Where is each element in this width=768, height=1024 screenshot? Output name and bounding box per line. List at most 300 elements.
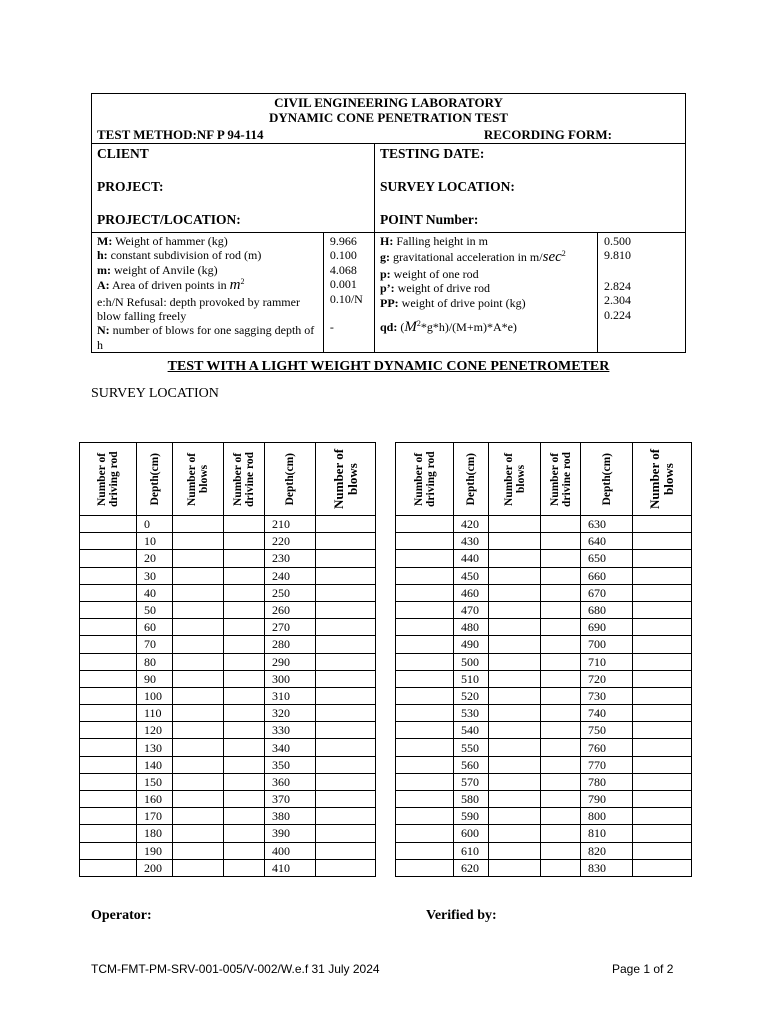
blows-cell[interactable] bbox=[173, 550, 224, 567]
blows-cell[interactable] bbox=[173, 722, 224, 739]
rod-cell[interactable] bbox=[396, 687, 454, 704]
depth-cell-2: 790 bbox=[581, 791, 633, 808]
depth-cell: 560 bbox=[454, 756, 489, 773]
rod-cell[interactable] bbox=[396, 705, 454, 722]
col-header-blows-2: Number of blows bbox=[633, 443, 692, 516]
rod-cell-2[interactable] bbox=[541, 619, 581, 636]
operator-label: Operator: bbox=[91, 908, 152, 923]
rod-cell[interactable] bbox=[80, 584, 137, 601]
rod-cell[interactable] bbox=[80, 533, 137, 550]
blows-cell-2[interactable] bbox=[316, 722, 376, 739]
blows-cell[interactable] bbox=[489, 842, 541, 859]
rod-cell[interactable] bbox=[80, 567, 137, 584]
table-row bbox=[80, 756, 376, 773]
rod-cell-2[interactable] bbox=[541, 653, 581, 670]
blows-cell[interactable] bbox=[489, 808, 541, 825]
rod-cell-2[interactable] bbox=[541, 567, 581, 584]
blows-cell[interactable] bbox=[173, 705, 224, 722]
rod-cell[interactable] bbox=[80, 601, 137, 618]
depth-cell: 180 bbox=[137, 825, 173, 842]
depth-cell-2: 370 bbox=[265, 791, 316, 808]
depth-cell-2: 720 bbox=[581, 670, 633, 687]
blows-cell[interactable] bbox=[173, 567, 224, 584]
blows-cell-2[interactable] bbox=[633, 533, 692, 550]
blows-cell[interactable] bbox=[173, 670, 224, 687]
blows-cell[interactable] bbox=[489, 705, 541, 722]
rod-cell-2[interactable] bbox=[224, 687, 265, 704]
blows-cell-2[interactable] bbox=[316, 687, 376, 704]
rod-cell-2[interactable] bbox=[224, 791, 265, 808]
blows-cell-2[interactable] bbox=[633, 636, 692, 653]
rod-cell[interactable] bbox=[80, 619, 137, 636]
table-row bbox=[80, 653, 376, 670]
depth-cell-2: 810 bbox=[581, 825, 633, 842]
depth-cell: 100 bbox=[137, 687, 173, 704]
param-g: g: gravitational acceleration in $m/\sec^2$ bbox=[380, 249, 566, 266]
table-row bbox=[80, 584, 376, 601]
test-title: DYNAMIC CONE PENETRATION TEST bbox=[269, 110, 508, 125]
blows-cell-2[interactable] bbox=[316, 670, 376, 687]
rod-cell-2[interactable] bbox=[541, 636, 581, 653]
depth-cell: 420 bbox=[454, 516, 489, 533]
table-row bbox=[396, 533, 692, 550]
blows-cell[interactable] bbox=[489, 550, 541, 567]
table-row bbox=[80, 825, 376, 842]
col-header-blows: Number of blows bbox=[489, 443, 541, 516]
rod-cell[interactable] bbox=[80, 739, 137, 756]
blows-cell[interactable] bbox=[173, 516, 224, 533]
depth-cell: 190 bbox=[137, 842, 173, 859]
table-row bbox=[396, 687, 692, 704]
document-code: TCM-FMT-PM-SRV-001-005/V-002/W.e.f 31 July 2024 bbox=[91, 962, 380, 976]
rod-cell-2[interactable] bbox=[541, 773, 581, 790]
blows-cell[interactable] bbox=[489, 825, 541, 842]
blows-cell[interactable] bbox=[489, 636, 541, 653]
blows-cell-2[interactable] bbox=[316, 705, 376, 722]
blows-cell-2[interactable] bbox=[633, 601, 692, 618]
blows-cell[interactable] bbox=[489, 722, 541, 739]
rod-cell-2[interactable] bbox=[541, 550, 581, 567]
test-method: TEST METHOD:NF P 94-114 bbox=[97, 127, 264, 142]
rod-cell[interactable] bbox=[396, 739, 454, 756]
col-header-rod-2: Number of drivine rod bbox=[541, 443, 581, 516]
test-heading: TEST WITH A LIGHT WEIGHT DYNAMIC CONE PENETROMETER bbox=[167, 359, 610, 374]
depth-cell-2: 220 bbox=[265, 533, 316, 550]
rod-cell[interactable] bbox=[396, 791, 454, 808]
client-label: CLIENT bbox=[97, 146, 149, 161]
rod-cell-2[interactable] bbox=[224, 756, 265, 773]
param-e: e:h/N Refusal: depth provoked by rammer blow falling freely bbox=[97, 294, 300, 324]
depth-cell: 440 bbox=[454, 550, 489, 567]
rod-cell[interactable] bbox=[396, 670, 454, 687]
blows-cell[interactable] bbox=[173, 859, 224, 876]
depth-cell: 480 bbox=[454, 619, 489, 636]
table-row bbox=[80, 550, 376, 567]
col-header-depth-2: Depth(cm) bbox=[581, 443, 633, 516]
rod-cell[interactable] bbox=[396, 550, 454, 567]
depth-cell-2: 250 bbox=[265, 584, 316, 601]
param-p-prime-value: 2.304 bbox=[604, 293, 631, 308]
depth-cell-2: 240 bbox=[265, 567, 316, 584]
blows-cell-2[interactable] bbox=[633, 791, 692, 808]
rod-cell[interactable] bbox=[396, 859, 454, 876]
blows-cell-2[interactable] bbox=[316, 567, 376, 584]
depth-cell: 50 bbox=[137, 601, 173, 618]
blows-cell[interactable] bbox=[489, 687, 541, 704]
rod-cell-2[interactable] bbox=[541, 722, 581, 739]
depth-cell-2: 230 bbox=[265, 550, 316, 567]
blows-cell-2[interactable] bbox=[633, 859, 692, 876]
blows-cell-2[interactable] bbox=[316, 791, 376, 808]
depth-cell-2: 390 bbox=[265, 825, 316, 842]
table-row bbox=[80, 722, 376, 739]
blows-cell-2[interactable] bbox=[316, 584, 376, 601]
blows-cell[interactable] bbox=[173, 739, 224, 756]
blows-cell-2[interactable] bbox=[633, 773, 692, 790]
blows-cell-2[interactable] bbox=[633, 825, 692, 842]
rod-cell[interactable] bbox=[396, 842, 454, 859]
depth-cell: 460 bbox=[454, 584, 489, 601]
table-row bbox=[396, 619, 692, 636]
blows-cell[interactable] bbox=[173, 687, 224, 704]
rod-cell[interactable] bbox=[80, 670, 137, 687]
blows-cell[interactable] bbox=[489, 739, 541, 756]
table-row bbox=[80, 619, 376, 636]
rod-cell-2[interactable] bbox=[541, 533, 581, 550]
depth-cell-2: 830 bbox=[581, 859, 633, 876]
blows-cell-2[interactable] bbox=[316, 859, 376, 876]
blows-cell-2[interactable] bbox=[633, 756, 692, 773]
method-row bbox=[92, 125, 685, 142]
survey-location-field-label: SURVEY LOCATION: bbox=[380, 179, 515, 194]
rod-cell-2[interactable] bbox=[541, 670, 581, 687]
rod-cell[interactable] bbox=[80, 687, 137, 704]
depth-cell: 550 bbox=[454, 739, 489, 756]
blows-cell-2[interactable] bbox=[316, 550, 376, 567]
rod-cell-2[interactable] bbox=[224, 636, 265, 653]
param-e-value: 0.10/N bbox=[329, 291, 363, 306]
rod-cell[interactable] bbox=[80, 705, 137, 722]
blows-cell[interactable] bbox=[489, 584, 541, 601]
table-row bbox=[396, 756, 692, 773]
depth-cell: 540 bbox=[454, 722, 489, 739]
blows-cell[interactable] bbox=[489, 756, 541, 773]
depth-cell-2: 750 bbox=[581, 722, 633, 739]
blows-cell-2[interactable] bbox=[316, 808, 376, 825]
rod-cell-2[interactable] bbox=[224, 705, 265, 722]
depth-cell-2: 290 bbox=[265, 653, 316, 670]
depth-cell-2: 280 bbox=[265, 636, 316, 653]
blows-cell-2[interactable] bbox=[633, 584, 692, 601]
rod-cell-2[interactable] bbox=[224, 567, 265, 584]
rod-cell-2[interactable] bbox=[224, 584, 265, 601]
rod-cell-2[interactable] bbox=[541, 584, 581, 601]
rod-cell[interactable] bbox=[80, 773, 137, 790]
blows-cell-2[interactable] bbox=[633, 739, 692, 756]
table-row bbox=[396, 584, 692, 601]
blows-cell[interactable] bbox=[173, 842, 224, 859]
depth-cell: 450 bbox=[454, 567, 489, 584]
depth-cell: 470 bbox=[454, 601, 489, 618]
table-row bbox=[396, 550, 692, 567]
col-header-depth: Depth(cm) bbox=[454, 443, 489, 516]
rod-cell-2[interactable] bbox=[224, 842, 265, 859]
depth-cell: 570 bbox=[454, 773, 489, 790]
blows-cell-2[interactable] bbox=[633, 653, 692, 670]
blows-cell[interactable] bbox=[173, 619, 224, 636]
depth-cell-2: 800 bbox=[581, 808, 633, 825]
table-row bbox=[396, 859, 692, 876]
page-number: Page 1 of 2 bbox=[612, 962, 674, 976]
rod-cell-2[interactable] bbox=[224, 653, 265, 670]
rod-cell[interactable] bbox=[396, 825, 454, 842]
blows-cell-2[interactable] bbox=[316, 739, 376, 756]
blows-cell-2[interactable] bbox=[633, 705, 692, 722]
recording-form: RECORDING FORM: bbox=[483, 127, 612, 142]
blows-cell-2[interactable] bbox=[316, 533, 376, 550]
rod-cell[interactable] bbox=[396, 808, 454, 825]
blows-cell[interactable] bbox=[489, 670, 541, 687]
rod-cell[interactable] bbox=[80, 756, 137, 773]
rod-cell-2[interactable] bbox=[224, 859, 265, 876]
depth-cell: 600 bbox=[454, 825, 489, 842]
blows-cell-2[interactable] bbox=[633, 670, 692, 687]
rod-cell-2[interactable] bbox=[541, 808, 581, 825]
rod-cell-2[interactable] bbox=[541, 601, 581, 618]
blows-cell-2[interactable] bbox=[316, 619, 376, 636]
blow-count-table-left bbox=[79, 442, 376, 877]
project-location-label: PROJECT/LOCATION: bbox=[97, 212, 241, 227]
table-row bbox=[80, 859, 376, 876]
col-header-rod: Number of driving rod bbox=[396, 443, 454, 516]
rod-cell[interactable] bbox=[80, 791, 137, 808]
rod-cell[interactable] bbox=[80, 808, 137, 825]
table-row bbox=[80, 739, 376, 756]
depth-cell: 520 bbox=[454, 687, 489, 704]
col-header-depth: Depth(cm) bbox=[137, 443, 173, 516]
blows-cell[interactable] bbox=[489, 601, 541, 618]
blows-cell[interactable] bbox=[173, 601, 224, 618]
col-header-blows: Number of blows bbox=[173, 443, 224, 516]
param-PP: PP: weight of drive point (kg) bbox=[380, 295, 526, 310]
rod-cell[interactable] bbox=[396, 619, 454, 636]
blows-cell-2[interactable] bbox=[633, 842, 692, 859]
table-row bbox=[80, 808, 376, 825]
depth-cell-2: 400 bbox=[265, 842, 316, 859]
rod-cell[interactable] bbox=[396, 636, 454, 653]
blows-cell[interactable] bbox=[173, 808, 224, 825]
blows-cell[interactable] bbox=[489, 533, 541, 550]
blows-cell[interactable] bbox=[173, 756, 224, 773]
testing-cell bbox=[375, 144, 686, 233]
depth-cell: 610 bbox=[454, 842, 489, 859]
rod-cell-2[interactable] bbox=[541, 739, 581, 756]
param-H: H: Falling height in m bbox=[380, 234, 489, 248]
blows-cell[interactable] bbox=[173, 653, 224, 670]
rod-cell-2[interactable] bbox=[224, 533, 265, 550]
depth-cell: 510 bbox=[454, 670, 489, 687]
table-row bbox=[396, 808, 692, 825]
rod-cell[interactable] bbox=[80, 653, 137, 670]
depth-cell-2: 270 bbox=[265, 619, 316, 636]
param-spacer bbox=[604, 263, 681, 279]
depth-cell: 530 bbox=[454, 705, 489, 722]
blows-cell-2[interactable] bbox=[316, 601, 376, 618]
rod-cell[interactable] bbox=[396, 601, 454, 618]
depth-cell-2: 640 bbox=[581, 533, 633, 550]
rod-cell-2[interactable] bbox=[224, 808, 265, 825]
rod-cell-2[interactable] bbox=[541, 756, 581, 773]
param-M: M: Weight of hammer (kg) bbox=[97, 234, 228, 248]
depth-cell-2: 770 bbox=[581, 756, 633, 773]
blows-cell[interactable] bbox=[489, 516, 541, 533]
blows-cell-2[interactable] bbox=[633, 550, 692, 567]
depth-cell-2: 320 bbox=[265, 705, 316, 722]
param-h-value: 0.100 bbox=[329, 248, 357, 263]
blows-cell-2[interactable] bbox=[633, 567, 692, 584]
rod-cell[interactable] bbox=[396, 653, 454, 670]
rod-cell-2[interactable] bbox=[541, 687, 581, 704]
point-number-label: POINT Number: bbox=[380, 212, 479, 227]
depth-cell: 30 bbox=[137, 567, 173, 584]
blows-cell[interactable] bbox=[173, 584, 224, 601]
rod-cell[interactable] bbox=[396, 516, 454, 533]
client-cell bbox=[92, 144, 375, 233]
blows-cell[interactable] bbox=[489, 619, 541, 636]
rod-cell[interactable] bbox=[80, 550, 137, 567]
depth-cell: 80 bbox=[137, 653, 173, 670]
rod-cell-2[interactable] bbox=[541, 825, 581, 842]
blows-cell[interactable] bbox=[489, 773, 541, 790]
blows-cell[interactable] bbox=[173, 636, 224, 653]
depth-cell: 160 bbox=[137, 791, 173, 808]
rod-cell[interactable] bbox=[396, 533, 454, 550]
params-right-values bbox=[598, 233, 686, 353]
blows-cell[interactable] bbox=[489, 791, 541, 808]
rod-cell[interactable] bbox=[396, 567, 454, 584]
blows-cell-2[interactable] bbox=[316, 653, 376, 670]
depth-cell-2: 710 bbox=[581, 653, 633, 670]
rod-cell-2[interactable] bbox=[224, 825, 265, 842]
blows-cell-2[interactable] bbox=[316, 842, 376, 859]
rod-cell[interactable] bbox=[80, 636, 137, 653]
blows-cell[interactable] bbox=[173, 773, 224, 790]
depth-cell-2: 330 bbox=[265, 722, 316, 739]
table-row bbox=[80, 842, 376, 859]
table-row bbox=[80, 601, 376, 618]
rod-cell-2[interactable] bbox=[224, 516, 265, 533]
col-header-rod: Number of driving rod bbox=[80, 443, 137, 516]
table-body-left bbox=[80, 516, 376, 877]
blows-cell[interactable] bbox=[489, 567, 541, 584]
survey-location-label: SURVEY LOCATION bbox=[91, 386, 219, 401]
rod-cell[interactable] bbox=[80, 722, 137, 739]
rod-cell-2[interactable] bbox=[541, 705, 581, 722]
table-row bbox=[396, 791, 692, 808]
param-M-value: 9.966 bbox=[329, 234, 357, 248]
rod-cell[interactable] bbox=[80, 842, 137, 859]
rod-cell[interactable] bbox=[396, 722, 454, 739]
lab-title: CIVIL ENGINEERING LABORATORY bbox=[274, 95, 503, 110]
rod-cell-2[interactable] bbox=[224, 670, 265, 687]
rod-cell[interactable] bbox=[80, 859, 137, 876]
rod-cell-2[interactable] bbox=[541, 516, 581, 533]
project-label: PROJECT: bbox=[97, 179, 164, 194]
param-p-prime: p’: weight of drive rod bbox=[380, 281, 490, 296]
depth-cell: 90 bbox=[137, 670, 173, 687]
rod-cell-2[interactable] bbox=[224, 739, 265, 756]
blows-cell[interactable] bbox=[173, 825, 224, 842]
rod-cell-2[interactable] bbox=[541, 859, 581, 876]
rod-cell-2[interactable] bbox=[224, 550, 265, 567]
depth-cell-2: 660 bbox=[581, 567, 633, 584]
rod-cell-2[interactable] bbox=[541, 791, 581, 808]
depth-cell-2: 380 bbox=[265, 808, 316, 825]
depth-cell: 0 bbox=[137, 516, 173, 533]
rod-cell-2[interactable] bbox=[224, 722, 265, 739]
depth-cell-2: 650 bbox=[581, 550, 633, 567]
blows-cell-2[interactable] bbox=[633, 619, 692, 636]
table-row bbox=[80, 791, 376, 808]
depth-cell: 70 bbox=[137, 636, 173, 653]
blows-cell-2[interactable] bbox=[633, 808, 692, 825]
blows-cell[interactable] bbox=[489, 653, 541, 670]
blows-cell[interactable] bbox=[173, 791, 224, 808]
blows-cell-2[interactable] bbox=[316, 516, 376, 533]
rod-cell-2[interactable] bbox=[541, 842, 581, 859]
blows-cell-2[interactable] bbox=[633, 687, 692, 704]
rod-cell[interactable] bbox=[80, 516, 137, 533]
depth-cell: 130 bbox=[137, 739, 173, 756]
col-header-blows-2: Number of blows bbox=[316, 443, 376, 516]
rod-cell[interactable] bbox=[396, 756, 454, 773]
blows-cell-2[interactable] bbox=[316, 773, 376, 790]
depth-cell: 430 bbox=[454, 533, 489, 550]
depth-cell: 40 bbox=[137, 584, 173, 601]
depth-cell-2: 780 bbox=[581, 773, 633, 790]
blows-cell-2[interactable] bbox=[633, 722, 692, 739]
depth-cell: 490 bbox=[454, 636, 489, 653]
depth-cell-2: 740 bbox=[581, 705, 633, 722]
table-body-right bbox=[396, 516, 692, 877]
table-row bbox=[80, 687, 376, 704]
depth-cell-2: 210 bbox=[265, 516, 316, 533]
rod-cell-2[interactable] bbox=[224, 619, 265, 636]
table-row bbox=[396, 825, 692, 842]
blows-cell[interactable] bbox=[173, 533, 224, 550]
depth-cell-2: 340 bbox=[265, 739, 316, 756]
blows-cell[interactable] bbox=[489, 859, 541, 876]
depth-cell: 580 bbox=[454, 791, 489, 808]
blow-count-table-right bbox=[395, 442, 692, 877]
depth-cell-2: 670 bbox=[581, 584, 633, 601]
blows-cell-2[interactable] bbox=[316, 825, 376, 842]
rod-cell[interactable] bbox=[396, 584, 454, 601]
table-row bbox=[396, 670, 692, 687]
depth-cell-2: 410 bbox=[265, 859, 316, 876]
param-A: A: Area of driven points in $m^2$ bbox=[97, 277, 245, 294]
rod-cell-2[interactable] bbox=[224, 773, 265, 790]
param-m: m: weight of Anvile (kg) bbox=[97, 262, 218, 277]
depth-cell: 10 bbox=[137, 533, 173, 550]
rod-cell[interactable] bbox=[80, 825, 137, 842]
depth-cell: 110 bbox=[137, 705, 173, 722]
rod-cell[interactable] bbox=[396, 773, 454, 790]
blows-cell-2[interactable] bbox=[316, 756, 376, 773]
blows-cell-2[interactable] bbox=[633, 516, 692, 533]
rod-cell-2[interactable] bbox=[224, 601, 265, 618]
blows-cell-2[interactable] bbox=[316, 636, 376, 653]
